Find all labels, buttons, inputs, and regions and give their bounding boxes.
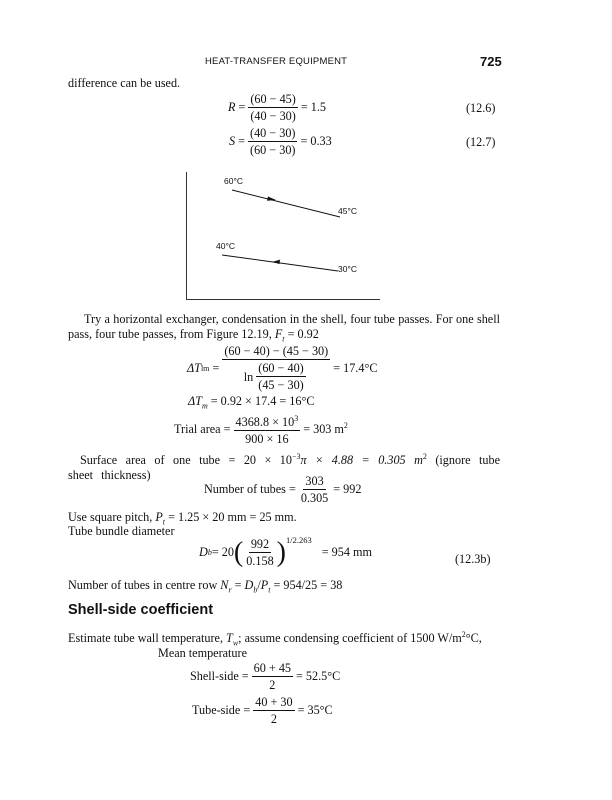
estimate-post2: °C, — [465, 631, 482, 646]
intro-line: difference can be used. — [68, 76, 181, 90]
eq-S-result: = 0.33 — [300, 134, 332, 148]
dtm-lhs-sub: m — [201, 401, 208, 411]
db-den: 0.158 — [246, 554, 274, 568]
db-fraction — [244, 537, 275, 568]
estimate-pre: Estimate tube wall temperature, — [68, 631, 227, 646]
estimate-line — [68, 630, 482, 648]
label-40C: 40°C — [216, 241, 235, 251]
eq-S-num: (40 − 30) — [250, 126, 296, 140]
centre-nsub: r — [228, 585, 232, 595]
centre-mid: = — [231, 578, 245, 592]
db-lhs-sub: b — [207, 548, 212, 557]
mean-temp-label: Mean temperature — [158, 646, 247, 660]
equation-lmtd: ΔT lm = (60 − 40) − (45 − 30) ln $\frac{(60 - 40)}{(45 - 30)}$ = 17.4°C — [187, 344, 378, 392]
eq-R-num: (60 − 45) — [250, 92, 296, 106]
eq-R-lhs: R — [228, 100, 236, 114]
tube-lhs: Tube-side = — [192, 703, 251, 717]
equation-dtm — [188, 394, 314, 410]
shell-fraction — [252, 661, 293, 692]
estimate-sup: 2 — [461, 630, 466, 639]
db-exponent: 1/2.263 — [286, 535, 312, 545]
surface-text2: π × 4.88 = 0.305 m — [300, 453, 423, 468]
centre-row-line — [68, 578, 342, 594]
centre-pre: Number of tubes in centre row — [68, 578, 221, 592]
eq-R-result: = 1.5 — [300, 100, 326, 114]
surface-text3: (ignore tube sheet thickness) — [68, 453, 500, 483]
centre-dsub: b — [253, 585, 258, 595]
area-result-wrap — [303, 421, 348, 437]
estimate-t: T — [226, 631, 233, 646]
centre-post: = 954/25 = 38 — [270, 578, 343, 592]
section-heading: Shell-side coefficient — [68, 602, 214, 618]
para1-ft: F — [274, 327, 283, 341]
ntubes-result: = 992 — [333, 482, 362, 496]
para1-ft-sub: t — [282, 334, 285, 344]
lmtd-den — [242, 360, 311, 392]
running-header: HEAT-TRANSFER EQUIPMENT — [205, 56, 348, 67]
lmtd-result: = 17.4°C — [333, 360, 378, 375]
shell-side-line — [232, 190, 340, 217]
tube-side-line — [222, 255, 338, 271]
db-result: = 954 mm — [321, 545, 372, 559]
dtm-lhs: ΔT — [188, 394, 202, 408]
equation-S: S = $\frac{(40 - 30)}{(60 - 30)}$ = 0.33 — [229, 126, 332, 157]
equation-shell-side — [190, 661, 340, 692]
lmtd-ln-num: (60 − 40) — [258, 361, 304, 375]
surface-text1: Surface area of one tube = 20 × 10 — [80, 453, 292, 468]
surface-sup2: 2 — [422, 452, 427, 461]
area-result: = 303 m — [303, 422, 344, 437]
area-lhs: Trial area = — [174, 421, 231, 436]
area-num-sup: 3 — [294, 414, 299, 423]
eq-S-den: (60 − 30) — [250, 143, 296, 157]
tube-result: = 35°C — [297, 703, 333, 717]
tube-num: 40 + 30 — [255, 695, 293, 709]
lmtd-num: (60 − 40) − (45 − 30) — [224, 344, 329, 358]
db-coef: = 20 — [211, 545, 234, 559]
page-number: 725 — [480, 54, 502, 69]
pitch-p: P — [155, 510, 163, 524]
pitch-pre: Use square pitch, — [68, 510, 156, 524]
area-num: 4368.8 × 10 — [235, 415, 295, 430]
lmtd-fraction — [222, 344, 330, 392]
lmtd-lhs: ΔT — [187, 360, 201, 375]
equation-bundle-diameter — [199, 537, 372, 568]
shell-den: 2 — [269, 678, 276, 692]
eq-R-tag: (12.6) — [466, 101, 496, 115]
equation-number-of-tubes — [204, 474, 361, 505]
centre-psub: t — [268, 585, 271, 595]
surface-sup1: −3 — [292, 452, 301, 461]
area-result-sup: 2 — [343, 421, 348, 430]
db-lhs: D — [199, 545, 208, 559]
equation-trial-area — [174, 412, 348, 446]
ntubes-fraction — [299, 474, 330, 505]
label-45C: 45°C — [338, 206, 357, 216]
eq-R-fraction — [248, 92, 297, 123]
ntubes-den: 0.305 — [300, 491, 329, 505]
tube-den: 2 — [270, 712, 277, 726]
label-60C: 60°C — [224, 176, 243, 186]
shell-result: = 52.5°C — [296, 669, 341, 683]
pitch-sub: t — [162, 517, 166, 527]
db-num: 992 — [250, 537, 270, 551]
area-den: 900 × 16 — [245, 432, 289, 447]
tube-fraction — [253, 695, 294, 726]
shell-lhs: Shell-side = — [190, 669, 249, 683]
temperature-profile-diagram — [180, 170, 385, 302]
eq-S-fraction — [248, 126, 297, 157]
equation-R: R = $\frac{(60 - 45)}{(40 - 30)}$ = 1.5 — [228, 92, 326, 123]
eq-R-den: (40 − 30) — [250, 109, 296, 123]
paragraph-exchanger — [68, 312, 500, 346]
lmtd-ln-fraction — [256, 361, 305, 392]
lmtd-ln-den: (45 − 30) — [258, 378, 304, 392]
area-num-wrap — [234, 412, 301, 431]
lmtd-lhs-sub: lm — [200, 363, 210, 373]
eq-S-lhs: S — [229, 134, 236, 148]
estimate-tsub: w — [232, 638, 239, 648]
db-tag: (12.3b) — [455, 552, 491, 566]
pitch-post: = 1.25 × 20 mm = 25 mm. — [165, 510, 297, 524]
para1-ft-val: = 0.92 — [284, 327, 319, 341]
ntubes-lhs: Number of tubes = — [204, 482, 296, 496]
centre-p: P — [260, 578, 269, 592]
db-right-paren: ) — [276, 536, 286, 568]
equation-tube-side — [192, 695, 333, 726]
centre-n: N — [220, 578, 229, 592]
estimate-post: ; assume condensing coefficient of 1500 W/m — [238, 631, 462, 646]
tube-side-arrow-icon — [272, 260, 280, 264]
centre-d: D — [244, 578, 254, 592]
lmtd-ln: ln — [243, 369, 254, 384]
para1-text: Try a horizontal exchanger, condensation in the shell, four tube passes. For one shell pass, four tube passes, from Figure 12.19, — [68, 312, 500, 341]
label-30C: 30°C — [338, 264, 357, 274]
shell-num: 60 + 45 — [253, 661, 292, 675]
centre-slash: / — [257, 578, 261, 592]
dtm-rhs: = 0.92 × 17.4 = 16°C — [210, 394, 315, 408]
ntubes-num: 303 — [305, 474, 324, 488]
bundle-label: Tube bundle diameter — [68, 524, 175, 538]
eq-S-tag: (12.7) — [466, 135, 496, 149]
db-left-paren: ( — [233, 536, 244, 568]
area-fraction — [234, 412, 301, 446]
